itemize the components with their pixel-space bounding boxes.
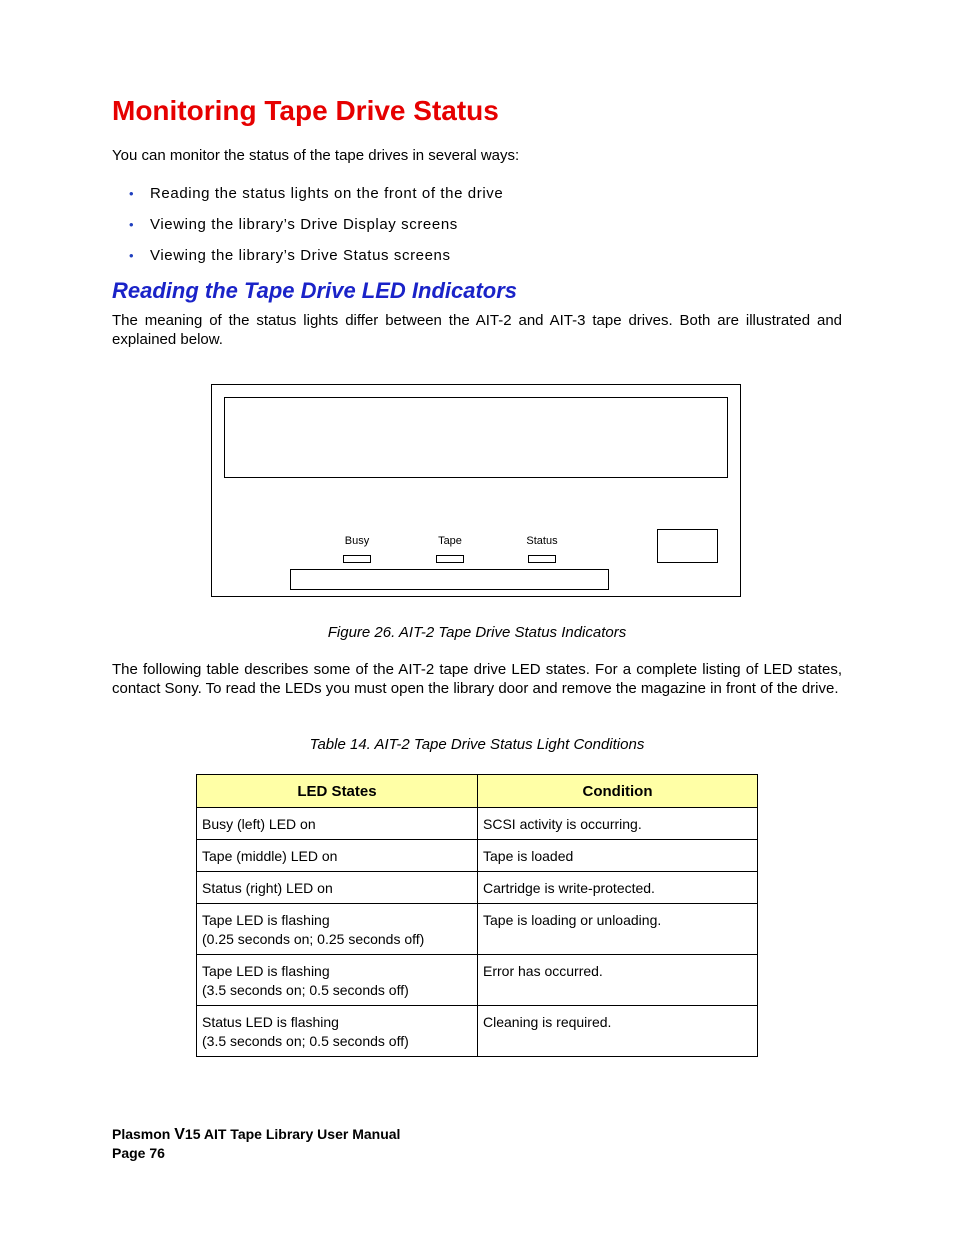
led-state-cell [197,955,478,1006]
busy-led [343,555,371,563]
led-state-cell [197,872,478,904]
led-state-cell [197,1006,478,1057]
led-state-text: Busy (left) LED on [202,816,316,832]
table-row [197,808,758,840]
bullet-list [112,184,503,277]
page-number: Page 76 [112,1145,165,1161]
condition-cell: SCSI activity is occurring. [478,808,758,840]
status-led-label: Status [526,535,558,547]
status-led [528,555,556,563]
footer-brand: Plasmon [112,1126,175,1142]
bullet-text: Viewing the library’s Drive Status screens [150,247,451,264]
condition-cell: Cleaning is required. [478,1006,758,1057]
condition-cell: Tape is loading or unloading. [478,904,758,955]
led-state-cell [197,808,478,840]
footer-manual-title [112,1125,400,1144]
bullet-icon: • [129,248,134,263]
condition-cell: Error has occurred. [478,955,758,1006]
led-state-text: Status LED is flashing [202,1014,339,1030]
table-row [197,955,758,1006]
led-status-table [196,774,758,1057]
table-row [197,872,758,904]
led-state-text: Tape LED is flashing [202,963,330,979]
intro-text: You can monitor the status of the tape drives in several ways: [112,147,520,164]
footer-v: V [174,1126,185,1143]
bullet-icon: • [129,186,134,201]
led-state-cell [197,904,478,955]
led-state-text: Tape (middle) LED on [202,848,338,864]
bullet-text: Viewing the library’s Drive Display screens [150,216,458,233]
tape-drive-figure [211,384,741,597]
table-row [197,840,758,872]
led-timing-text: (3.5 seconds on; 0.5 seconds off) [202,1033,409,1049]
list-item [112,246,503,277]
led-state-text: Status (right) LED on [202,880,333,896]
table-row [197,1006,758,1057]
led-state-text: Tape LED is flashing [202,912,330,928]
condition-cell: Tape is loaded [478,840,758,872]
page-footer [112,1125,400,1162]
bullet-text: Reading the status lights on the front of the drive [150,185,504,202]
condition-cell: Cartridge is write-protected. [478,872,758,904]
header-led-states: LED States [197,775,478,808]
footer-title-rest: 15 AIT Tape Library User Manual [184,1126,401,1142]
section-heading: Reading the Tape Drive LED Indicators [112,278,518,303]
figure-caption: Figure 26. AIT-2 Tape Drive Status Indicators [327,624,627,641]
drive-display-window [224,397,728,478]
led-state-cell [197,840,478,872]
tape-led-label: Tape [438,535,462,547]
eject-button [657,529,718,563]
tape-slot [290,569,609,590]
list-item [112,184,503,215]
paragraph-status-lights: The meaning of the status lights differ between the AIT-2 and AIT-3 tape drives. Both are illustrated and explained below. [112,312,842,348]
table-row [197,904,758,955]
table-header-row [197,775,758,808]
led-timing-text: (3.5 seconds on; 0.5 seconds off) [202,982,409,998]
page-title: Monitoring Tape Drive Status [112,95,499,126]
led-timing-text: (0.25 seconds on; 0.25 seconds off) [202,931,425,947]
header-condition: Condition [478,775,758,808]
tape-led [436,555,464,563]
busy-led-label: Busy [344,535,370,547]
paragraph-table-intro: The following table describes some of the AIT-2 tape drive LED states. For a complete listing of LED states, contact Sony. To read the LEDs you must open the library door and remove the magazine in front of the drive. [112,661,842,697]
table-caption: Table 14. AIT-2 Tape Drive Status Light Conditions [309,736,645,753]
bullet-icon: • [129,217,134,232]
list-item [112,215,503,246]
